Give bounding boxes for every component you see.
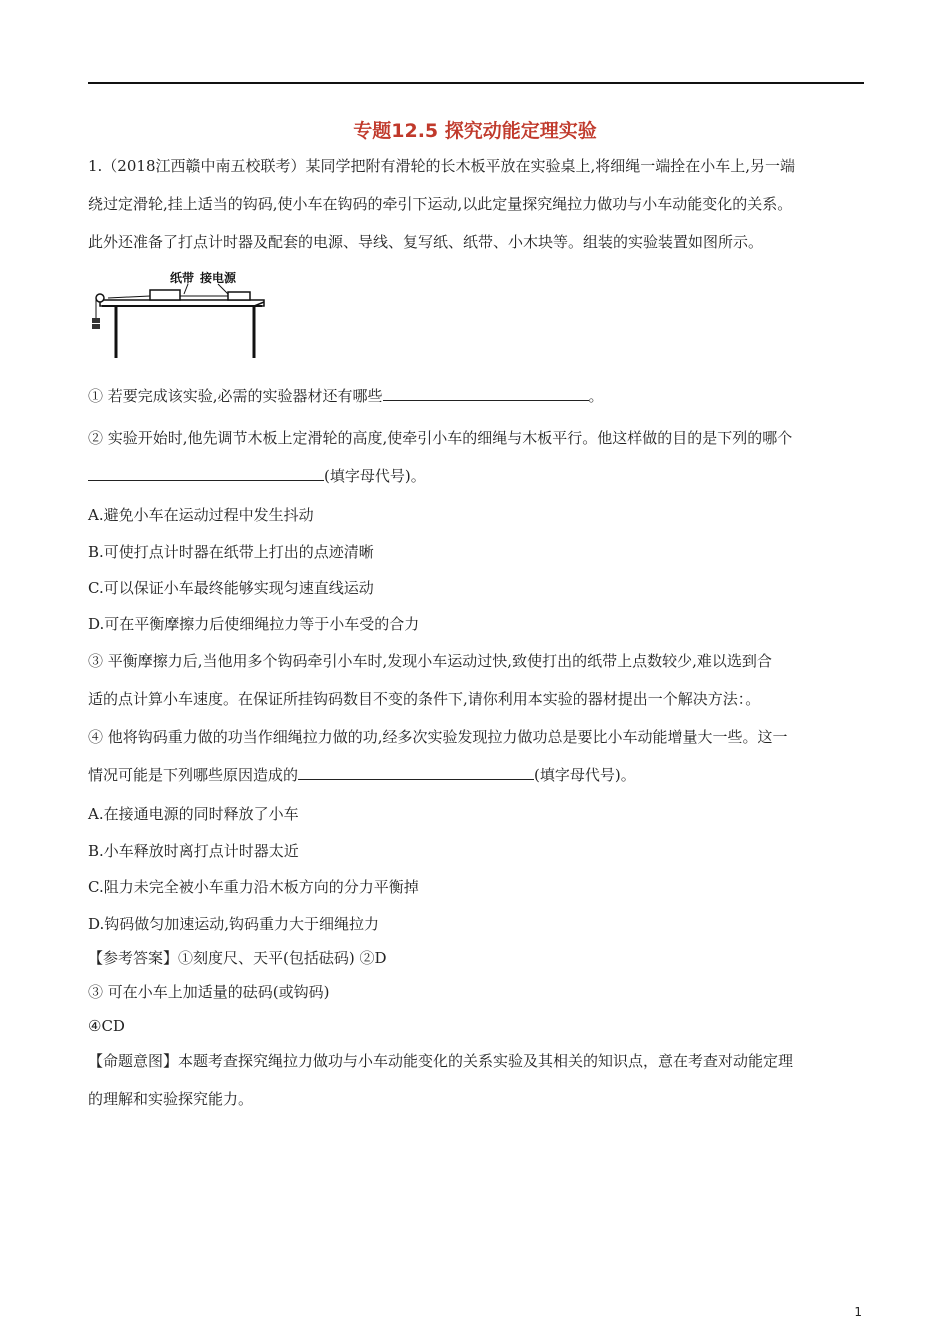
question-stem-line-2: 绕过定滑轮,挂上适当的钩码,使小车在钩码的牵引下运动,以此定量探究绳拉力做功与小车动能变化的关系。 xyxy=(88,195,793,213)
subquestion-1-end: 。 xyxy=(588,387,604,405)
option-2c: C.可以保证小车最终能够实现匀速直线运动 xyxy=(88,579,374,597)
intent-line-1: 【命题意图】本题考查探究绳拉力做功与小车动能变化的关系实验及其相关的知识点，意在考查对动能定理 xyxy=(88,1052,794,1070)
subquestion-1-text: ① 若要完成该实验,必需的实验器材还有哪些 xyxy=(88,387,383,405)
subquestion-4-end: (填字母代号)。 xyxy=(534,766,636,784)
answer-blank-1[interactable] xyxy=(383,386,589,401)
answer-blank-4[interactable] xyxy=(298,765,534,780)
subquestion-3-line-1: ③ 平衡摩擦力后,当他用多个钩码牵引小车时,发现小车运动过快,致使打出的纸带上点数较少,难以选到合 xyxy=(88,652,772,670)
header-rule xyxy=(88,82,864,84)
question-stem-line-1: 1.（2018江西赣中南五校联考）某同学把附有滑轮的长木板平放在实验桌上,将细绳一端拴在小车上,另一端 xyxy=(88,157,796,175)
option-4b: B.小车释放时离打点计时器太近 xyxy=(88,842,299,860)
figure-label-power: 接电源 xyxy=(200,271,237,285)
option-2b: B.可使打点计时器在纸带上打出的点迹清晰 xyxy=(88,543,374,561)
subquestion-2-line-2 xyxy=(88,466,426,486)
subquestion-3-line-2: 适的点计算小车速度。在保证所挂钩码数目不变的条件下,请你利用本实验的器材提出一个解决方法：。 xyxy=(88,690,761,708)
subquestion-2-line-1: ② 实验开始时,他先调节木板上定滑轮的高度,使牵引小车的细绳与木板平行。他这样做的目的是下列的哪个 xyxy=(88,429,793,447)
apparatus-figure xyxy=(88,268,270,362)
subquestion-4-line-1: ④ 他将钩码重力做的功当作细绳拉力做的功,经多次实验发现拉力做功总是要比小车动能增量大一些。这一 xyxy=(88,728,788,746)
answer-line-1: 【参考答案】①刻度尺、天平(包括砝码) ②D xyxy=(88,949,387,967)
page-number: 1 xyxy=(854,1305,862,1319)
question-stem-line-3: 此外还准备了打点计时器及配套的电源、导线、复写纸、纸带、小木块等。组装的实验装置如图所示。 xyxy=(88,233,764,251)
option-4a: A.在接通电源的同时释放了小车 xyxy=(88,805,299,823)
subquestion-4-start: 情况可能是下列哪些原因造成的 xyxy=(88,766,299,784)
intent-line-2: 的理解和实验探究能力。 xyxy=(88,1090,254,1108)
answer-blank-2[interactable] xyxy=(88,466,324,481)
figure-label-tape: 纸带 xyxy=(170,271,195,285)
subquestion-2-end: (填字母代号)。 xyxy=(324,467,426,485)
option-2a: A.避免小车在运动过程中发生抖动 xyxy=(88,506,314,524)
answer-line-2: ③ 可在小车上加适量的砝码(或钩码) xyxy=(88,983,330,1001)
page-title: 专题12.5 探究动能定理实验 xyxy=(353,120,597,142)
option-4d: D.钩码做匀加速运动,钩码重力大于细绳拉力 xyxy=(88,915,380,933)
subquestion-1 xyxy=(88,386,604,406)
subquestion-4-line-2 xyxy=(88,765,636,785)
option-4c: C.阻力未完全被小车重力沿木板方向的分力平衡掉 xyxy=(88,878,419,896)
answer-line-3: ④CD xyxy=(88,1017,125,1035)
option-2d: D.可在平衡摩擦力后使细绳拉力等于小车受的合力 xyxy=(88,615,420,633)
